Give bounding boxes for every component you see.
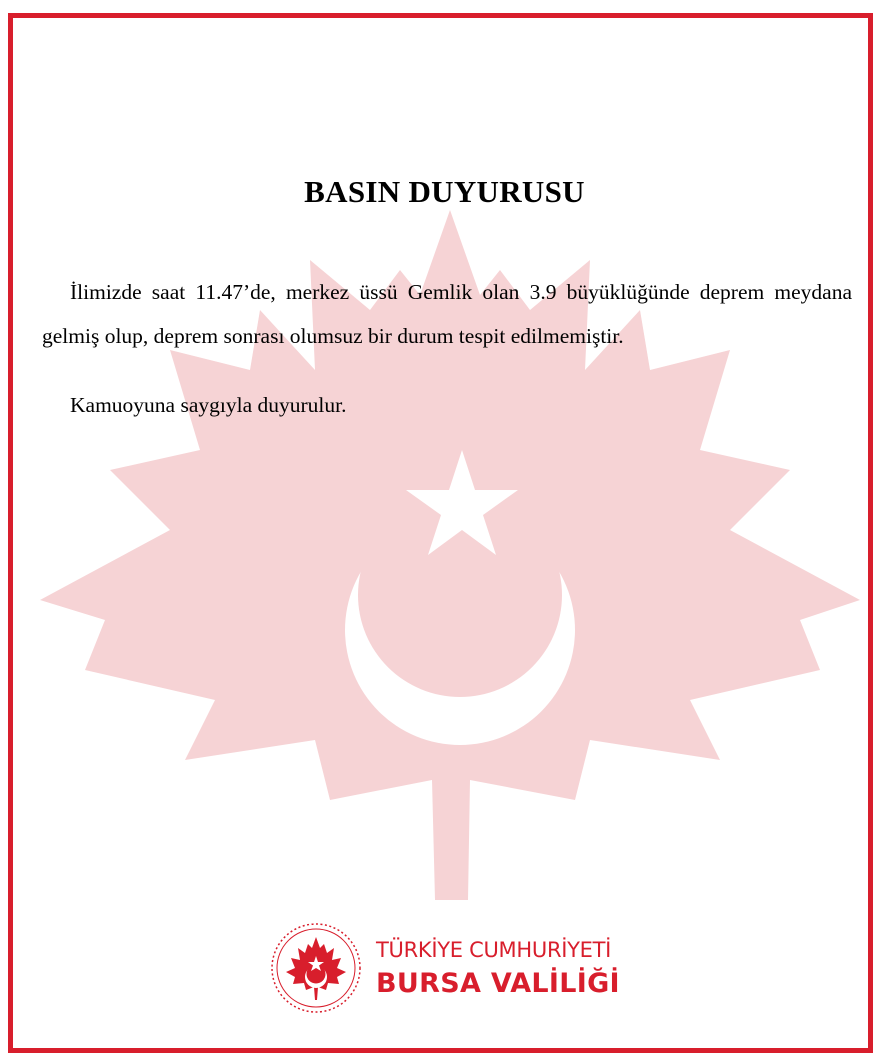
maple-leaf-crescent-star-emblem-icon bbox=[268, 920, 364, 1016]
footer-office-line: BURSA VALİLİĞİ bbox=[376, 968, 620, 999]
footer-logo bbox=[268, 920, 628, 1010]
footer-title-line: TÜRKİYE CUMHURİYETİ bbox=[376, 938, 612, 962]
announcement-paragraph: İlimizde saat 11.47’de, merkez üssü Gemlik olan 3.9 büyüklüğünde deprem meydana gelmiş olup, deprem sonrası olumsuz bir durum tespit edilmemiştir. bbox=[42, 280, 852, 348]
closing-line: Kamuoyuna saygıyla duyurulur. bbox=[70, 393, 347, 417]
document-title: BASIN DUYURUSU bbox=[304, 174, 585, 209]
